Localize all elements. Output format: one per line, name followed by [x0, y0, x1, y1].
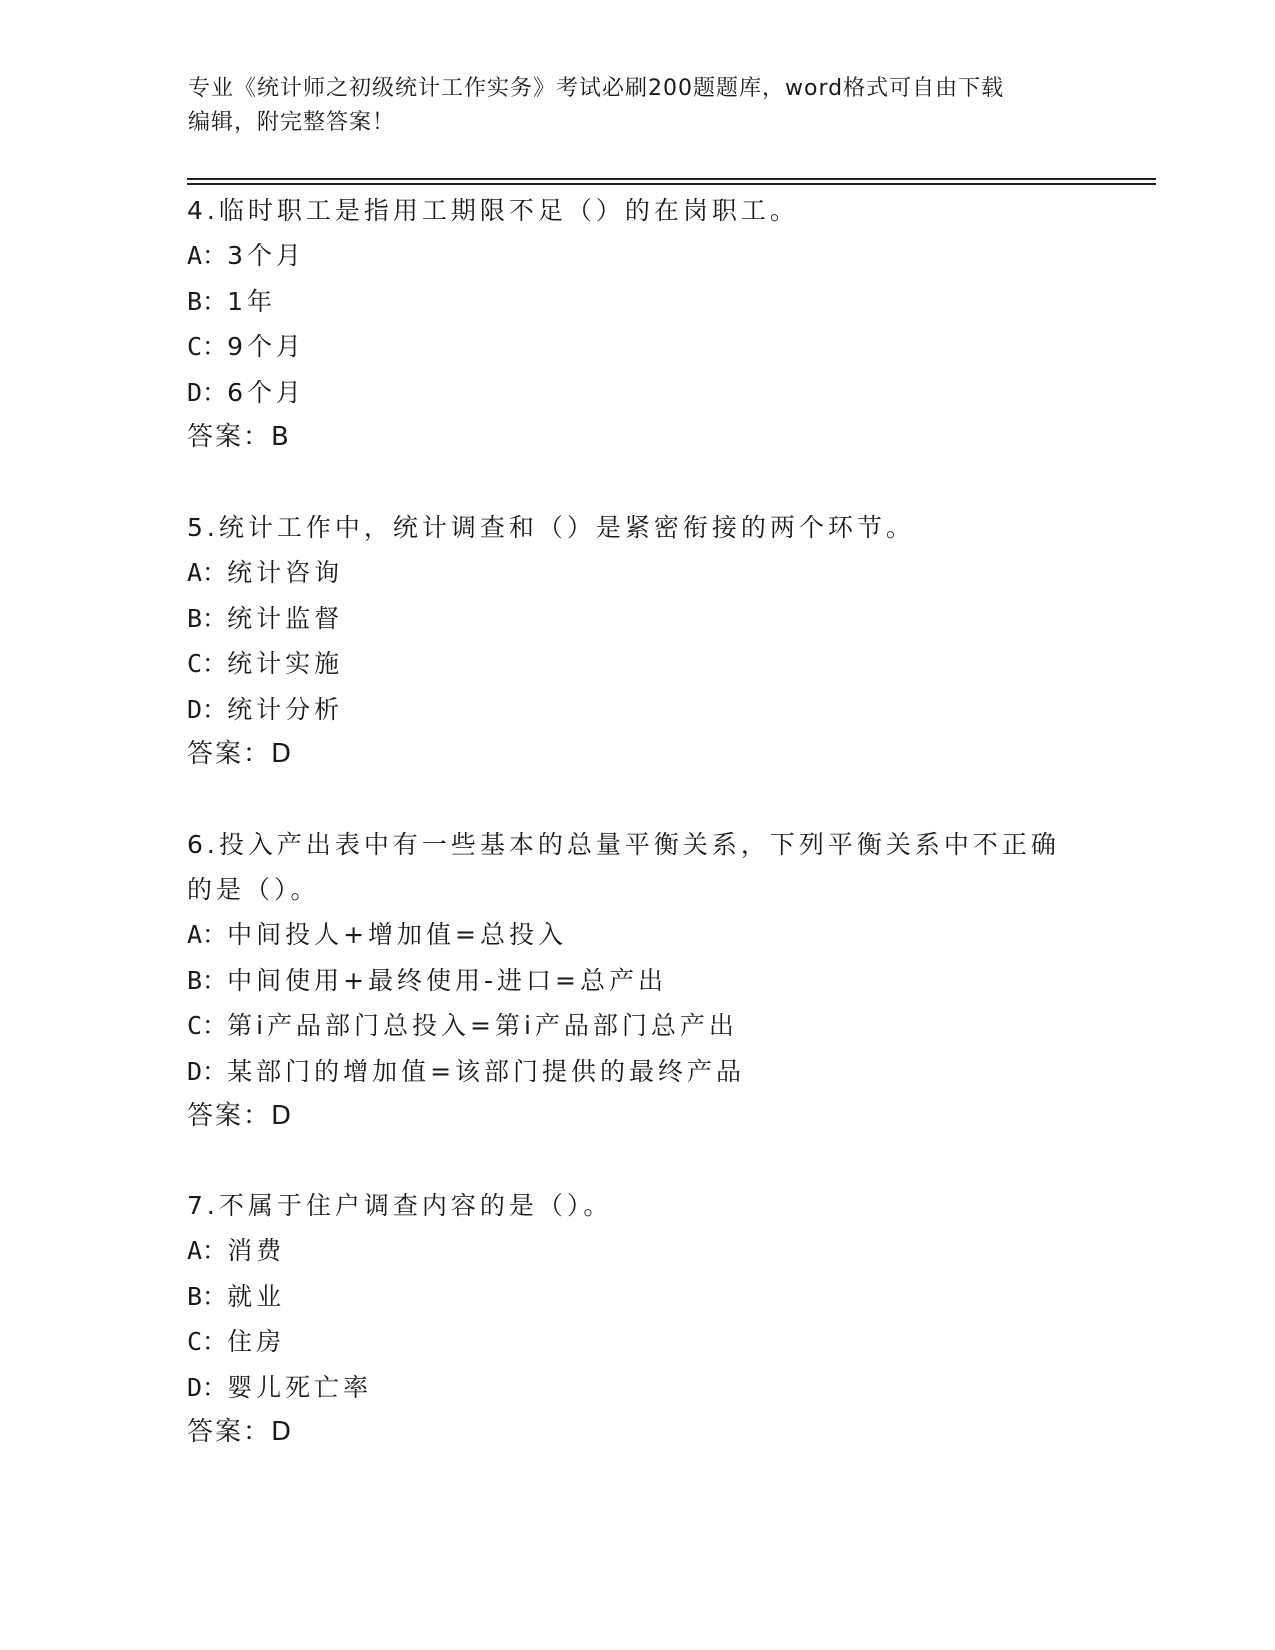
option-text: 1年 — [227, 286, 276, 316]
header-line-2: 编辑，附完整答案！ — [188, 110, 396, 135]
option-text: 某部门的增加值=该部门提供的最终产品 — [227, 1056, 746, 1086]
option-text: 统计监督 — [227, 603, 344, 633]
option-b — [187, 596, 1087, 642]
option-text: 统计分析 — [227, 694, 344, 724]
option-c — [187, 324, 1087, 370]
option-label: B： — [187, 1281, 228, 1311]
option-text: 9个月 — [227, 332, 305, 361]
question-stem: 6.投入产出表中有一些基本的总量平衡关系，下列平衡关系中不正确 — [187, 830, 1060, 859]
option-a — [187, 1228, 1087, 1274]
question-stem: 4.临时职工是指用工期限不足（）的在岗职工。 — [187, 196, 799, 225]
option-c — [187, 1319, 1087, 1365]
option-text: 6个月 — [227, 377, 305, 407]
option-label: B： — [187, 965, 228, 995]
option-b — [187, 279, 1087, 325]
option-label: D： — [187, 1056, 228, 1086]
option-text: 就业 — [227, 1281, 286, 1311]
option-d — [187, 370, 1087, 416]
option-text: 消费 — [227, 1236, 286, 1265]
option-a — [187, 912, 1087, 958]
answer: 答案：D — [187, 1101, 294, 1131]
answer: 答案：D — [187, 1417, 294, 1447]
option-label: C： — [187, 1011, 228, 1040]
question-stem-continued: 的是（）。 — [187, 875, 320, 904]
option-label: D： — [187, 694, 228, 724]
option-label: D： — [187, 377, 228, 407]
option-label: C： — [187, 332, 228, 361]
header-line-1: 专业《统计师之初级统计工作实务》考试必刷200题题库，word格式可自由下载 — [188, 76, 1005, 101]
option-text: 中间使用+最终使用-进口=总产出 — [227, 965, 667, 995]
document-header — [188, 72, 1088, 140]
option-label: A： — [187, 920, 228, 949]
question-6 — [187, 822, 1087, 1139]
question-stem: 7.不属于住户调查内容的是（）。 — [187, 1191, 613, 1220]
question-7 — [187, 1183, 1087, 1455]
option-d — [187, 1365, 1087, 1411]
option-text: 统计咨询 — [227, 558, 344, 587]
option-label: A： — [187, 241, 228, 270]
header-divider-top — [187, 178, 1156, 180]
answer: 答案：D — [187, 739, 294, 769]
option-b — [187, 1274, 1087, 1320]
option-label: A： — [187, 558, 228, 587]
header-divider-bottom — [187, 183, 1156, 185]
option-label: D： — [187, 1372, 228, 1402]
option-d — [187, 687, 1087, 733]
option-b — [187, 958, 1087, 1004]
question-4 — [187, 188, 1087, 460]
option-text: 婴儿死亡率 — [227, 1372, 373, 1402]
option-a — [187, 233, 1087, 279]
option-c — [187, 641, 1087, 687]
question-5 — [187, 505, 1087, 777]
option-label: A： — [187, 1236, 228, 1265]
option-text: 第i产品部门总投入=第i产品部门总产出 — [227, 1011, 738, 1040]
option-text: 统计实施 — [227, 649, 344, 678]
option-label: B： — [187, 286, 228, 316]
answer: 答案：B — [187, 422, 291, 452]
option-text: 中间投人+增加值=总投入 — [227, 920, 567, 949]
option-a — [187, 550, 1087, 596]
option-text: 住房 — [227, 1327, 286, 1356]
question-stem: 5.统计工作中，统计调查和（）是紧密衔接的两个环节。 — [187, 513, 915, 542]
option-label: B： — [187, 603, 228, 633]
option-label: C： — [187, 649, 228, 678]
option-c — [187, 1003, 1087, 1049]
option-d — [187, 1049, 1087, 1095]
option-text: 3个月 — [227, 241, 305, 270]
option-label: C： — [187, 1327, 228, 1356]
